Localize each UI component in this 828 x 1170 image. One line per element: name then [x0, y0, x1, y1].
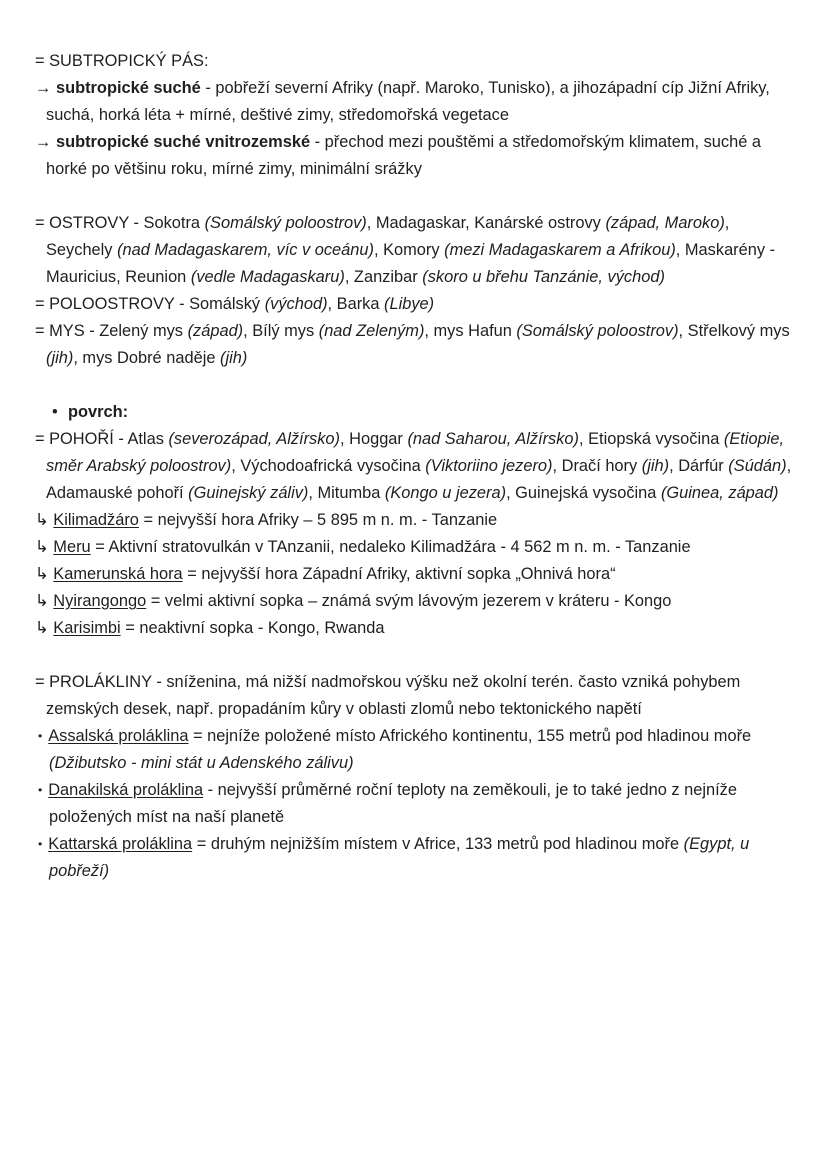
line-subtropicky-pas-heading: [35, 48, 792, 75]
text-segment: (vedle Madagaskaru): [190, 268, 345, 286]
text-segment: (Guinea, západ): [660, 484, 779, 502]
text-segment: = neaktivní sopka - Kongo, Rwanda: [120, 619, 385, 637]
text-segment: , Bílý mys: [243, 322, 319, 340]
line-assalska-prolaklina: [35, 723, 792, 777]
line-subtropicke-suche-vnitrozemske: [35, 129, 792, 183]
text-segment: = OSTROVY - Sokotra: [35, 214, 205, 232]
underlined-term: Karisimbi: [53, 619, 121, 637]
text-segment: , Madagaskar, Kanárské ostrovy: [366, 214, 606, 232]
bullet-marker: •: [38, 729, 43, 743]
text-segment: subtropické suché: [55, 79, 201, 97]
text-segment: , Maskarény - Mauricius, Reunion: [46, 241, 780, 286]
text-segment: ↳: [35, 619, 54, 637]
text-segment: , Zanzibar: [344, 268, 423, 286]
text-segment: (severozápad, Alžírsko): [168, 430, 341, 448]
line-meru: [35, 534, 792, 561]
text-segment: , Adamauské pohoří: [46, 457, 795, 502]
text-segment: (Somálský poloostrov): [204, 214, 367, 232]
text-segment: (nad Zeleným): [318, 322, 425, 340]
line-kamerunska-hora: [35, 561, 792, 588]
text-segment: , Dárfúr: [669, 457, 729, 475]
text-segment: (západ): [187, 322, 244, 340]
text-segment: (Etiopie, směr Arabský poloostrov): [46, 430, 789, 475]
text-segment: →: [35, 79, 56, 97]
text-segment: , Komory: [373, 241, 445, 259]
text-segment: = nejníže položené místo Afrického kontinentu, 155 metrů pod hladinou moře: [188, 727, 756, 745]
text-segment: , Střelkový mys: [678, 322, 795, 340]
text-segment: (skoro u břehu Tanzánie, východ): [422, 268, 665, 286]
text-segment: = POLOOSTROVY - Somálský: [35, 295, 265, 313]
text-segment: ↳: [35, 592, 54, 610]
text-segment: (západ, Maroko): [605, 214, 725, 232]
text-segment: = nejvyšší hora Afriky – 5 895 m n. m. - Tanzanie: [138, 511, 498, 529]
line-danakilska-prolaklina: [35, 777, 792, 831]
text-segment: = druhým nejnižším místem v Africe, 133 metrů pod hladinou moře: [192, 835, 684, 853]
text-segment: (Viktoriino jezero): [425, 457, 553, 475]
text-segment: , Hoggar: [340, 430, 408, 448]
underlined-term: Assalská proláklina: [48, 727, 189, 745]
text-segment: (Kongo u jezera): [384, 484, 507, 502]
text-segment: = PROLÁKLINY - sníženina, má nižší nadmořskou výšku než okolní terén. často vzniká pohybem zemských desek, např. propadáním kůry v oblasti zlomů nebo tektonického napětí: [35, 673, 745, 718]
text-segment: povrch:: [68, 403, 129, 421]
line-nyirangongo: [35, 588, 792, 615]
underlined-term: Nyirangongo: [53, 592, 147, 610]
line-prolakliny: [35, 669, 792, 723]
text-segment: - pobřeží severní Afriky (např. Maroko, Tunisko), a jihozápadní cíp Jižní Afriky, suchá, horká léta + mírné, deštivé zimy, středomořská vegetace: [46, 79, 775, 124]
text-segment: , mys Hafun: [424, 322, 517, 340]
text-segment: ↳: [35, 538, 54, 556]
text-segment: = SUBTROPICKÝ PÁS:: [35, 52, 209, 70]
text-segment: , Barka: [327, 295, 385, 313]
text-segment: - nejvyšší průměrné roční teploty na zeměkouli, je to také jedno z nejníže položených míst na naší planetě: [49, 781, 742, 826]
underlined-term: Meru: [53, 538, 91, 556]
text-segment: - přechod mezi pouštěmi a středomořským klimatem, suché a horké po většinu roku, mírné zimy, minimální srážky: [46, 133, 766, 178]
text-segment: (jih): [641, 457, 670, 475]
line-karisimbi: [35, 615, 792, 642]
text-segment: ↳: [35, 511, 54, 529]
text-segment: →: [35, 133, 56, 151]
blank-line: [35, 183, 792, 210]
text-segment: , Mitumba: [308, 484, 385, 502]
blank-line: [35, 642, 792, 669]
line-mys: [35, 318, 795, 372]
text-segment: ↳: [35, 565, 54, 583]
text-segment: = velmi aktivní sopka – známá svým lávovým jezerem v kráteru - Kongo: [146, 592, 672, 610]
underlined-term: Danakilská proláklina: [48, 781, 204, 799]
line-povrch-heading: [35, 399, 792, 426]
text-segment: (Egypt, u pobřeží): [49, 835, 754, 880]
text-segment: , Východoafrická vysočina: [231, 457, 426, 475]
text-segment: (východ): [264, 295, 328, 313]
line-subtropicke-suche: [35, 75, 792, 129]
line-pohori: [35, 426, 795, 507]
bullet-marker: •: [38, 783, 43, 797]
text-segment: , Dračí hory: [552, 457, 642, 475]
text-segment: (jih): [46, 349, 74, 367]
text-segment: , mys Dobré naděje: [73, 349, 221, 367]
bullet-marker: •: [38, 837, 43, 851]
document-body: [35, 48, 795, 885]
text-segment: , Guinejská vysočina: [506, 484, 661, 502]
text-segment: = POHOŘÍ - Atlas: [35, 430, 169, 448]
text-segment: = Aktivní stratovulkán v TAnzanii, nedaleko Kilimadžára - 4 562 m n. m. - Tanzanie: [90, 538, 691, 556]
bullet-marker: •: [52, 403, 58, 421]
text-segment: = nejvyšší hora Západní Afriky, aktivní sopka „Ohnivá hora“: [182, 565, 616, 583]
line-kattarska-prolaklina: [35, 831, 792, 885]
text-segment: (nad Madagaskarem, víc v oceánu): [117, 241, 374, 259]
underlined-term: Kamerunská hora: [53, 565, 183, 583]
text-segment: subtropické suché vnitrozemské: [55, 133, 311, 151]
text-segment: (mezi Madagaskarem a Afrikou): [444, 241, 676, 259]
line-kilimadzaro: [35, 507, 792, 534]
text-segment: (jih): [220, 349, 248, 367]
text-segment: (Somálský poloostrov): [516, 322, 679, 340]
text-segment: (Súdán): [728, 457, 787, 475]
text-segment: (Libye): [384, 295, 435, 313]
text-segment: (Džibutsko - mini stát u Adenského zálivu): [49, 754, 354, 772]
text-segment: , Etiopská vysočina: [579, 430, 724, 448]
text-segment: , Seychely: [46, 214, 734, 259]
blank-line: [35, 372, 792, 399]
text-segment: = MYS - Zelený mys: [35, 322, 188, 340]
text-segment: (nad Saharou, Alžírsko): [407, 430, 580, 448]
line-ostrovy: [35, 210, 792, 291]
line-poloostrovy: [35, 291, 792, 318]
underlined-term: Kattarská proláklina: [48, 835, 193, 853]
text-segment: (Guinejský záliv): [188, 484, 309, 502]
underlined-term: Kilimadžáro: [53, 511, 139, 529]
